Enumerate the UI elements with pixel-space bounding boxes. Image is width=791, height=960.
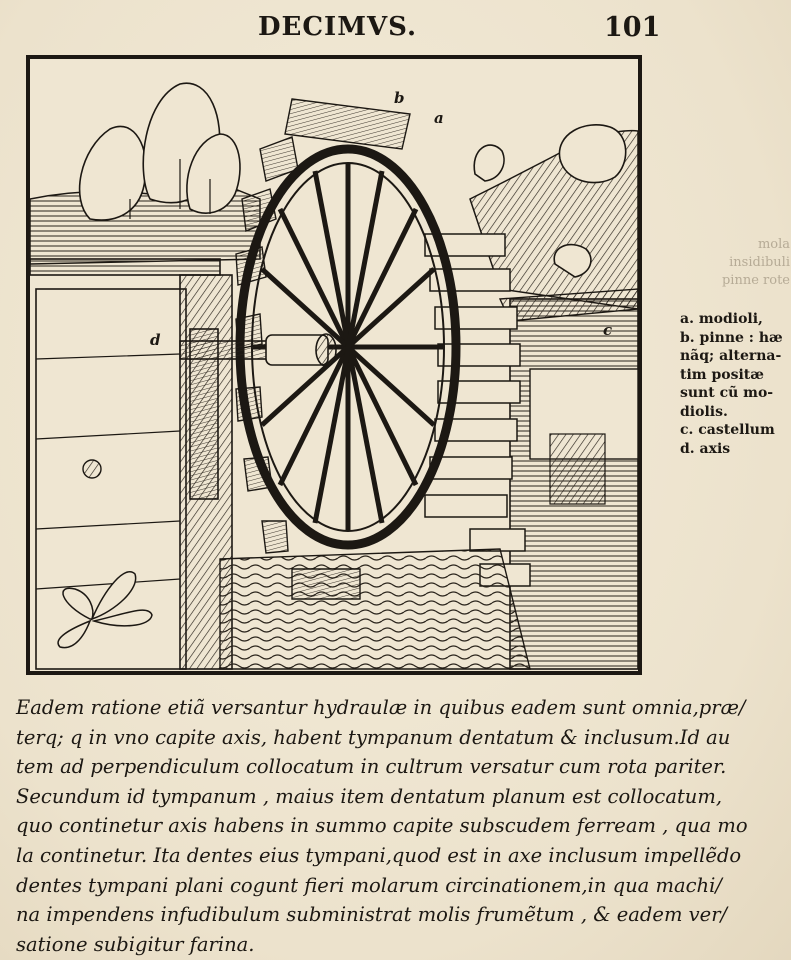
legend-line: c. castellum	[680, 422, 775, 438]
legend-line: a. modioli,	[680, 311, 763, 327]
figure-legend	[680, 310, 790, 458]
show-through-line: mola	[757, 237, 790, 252]
show-through-line: insidibuli	[729, 255, 790, 270]
legend-line: nãq; alterna-	[680, 348, 782, 364]
legend-line: diolis.	[680, 403, 728, 420]
woodcut-illustration	[26, 55, 642, 675]
text-line: la continetur. Ita dentes eius tympani,quod est in axe inclusum impellẽdo	[16, 843, 742, 867]
legend-line: b. pinne : hæ	[680, 329, 783, 346]
text-line: quo continetur axis habens in summo capite subscudem ferream , qua mo	[16, 814, 748, 838]
legend-line: d. axis	[680, 440, 731, 457]
text-line: satione subigitur farina.	[16, 932, 255, 956]
show-through-line: pinne rote	[721, 273, 790, 288]
basin-d	[36, 289, 186, 669]
water-wheel-woodcut	[30, 59, 638, 671]
water-race	[220, 549, 530, 669]
text-line: tem ad perpendiculum collocatum in cultrum versatur cum rota pariter.	[16, 755, 727, 779]
text-line: dentes tympani plani cogunt fieri molarum circinationem,in qua machi/	[16, 873, 722, 897]
running-head: DECIMVS.	[258, 12, 418, 42]
legend-line: sunt cũ mo-	[680, 385, 774, 401]
wall-top	[30, 259, 220, 275]
page-number: 101	[604, 12, 661, 43]
body-paragraph	[16, 693, 748, 959]
show-through-text	[690, 236, 790, 290]
legend-line: tim positæ	[680, 366, 764, 383]
text-line: terq; q in vno capite axis, habent tympanum dentatum & inclusum.Id au	[16, 725, 731, 749]
text-line: na impendens infudibulum subministrat molis frumẽtum , & eadem ver/	[16, 903, 728, 927]
label-b: b	[394, 89, 405, 107]
trees-left	[80, 83, 240, 220]
label-d: d	[150, 331, 161, 349]
stone	[83, 460, 101, 478]
text-line: Eadem ratione etiã versantur hydraulæ in quibus eadem sunt omnia,præ/	[16, 696, 746, 719]
label-c: c	[603, 321, 613, 339]
text-line: Secundum id tympanum , maius item dentatum planum est collocatum,	[16, 784, 723, 808]
label-a: a	[434, 109, 444, 127]
